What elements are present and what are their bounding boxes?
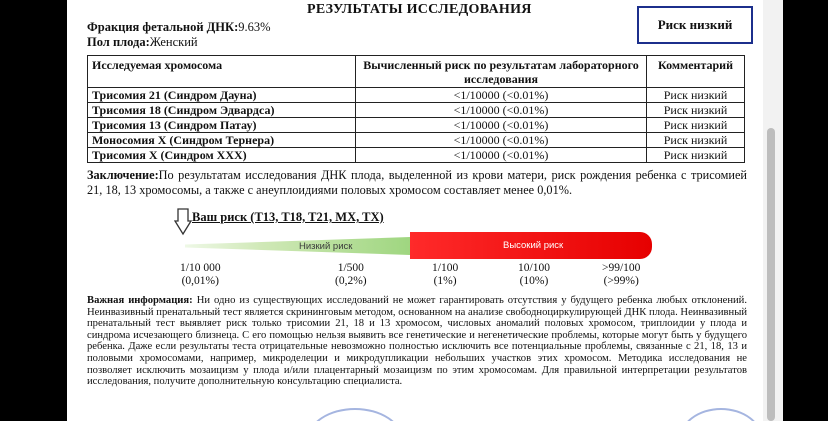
row-risk: <1/10000 (<0.01%) — [356, 103, 647, 118]
risk-scale-title: Ваш риск (T13, T18, T21, MX, TX) — [192, 210, 384, 224]
row-chromosome: Трисомия 21 (Синдром Дауна) — [88, 88, 356, 103]
row-risk: <1/10000 (<0.01%) — [356, 133, 647, 148]
row-chromosome: Трисомия X (Синдром XXX) — [88, 148, 356, 163]
tick-percent: (>99%) — [603, 275, 639, 287]
tick-percent: (1%) — [433, 275, 457, 287]
fetal-dna-label: Фракция фетальной ДНК: — [87, 20, 239, 34]
tick-value: 1/100 — [432, 262, 459, 274]
table-row — [88, 103, 745, 118]
row-comment: Риск низкий — [647, 103, 745, 118]
fetal-sex-value: Женский — [149, 35, 198, 49]
stamp-right — [679, 408, 763, 421]
table-row — [88, 118, 745, 133]
report-title: РЕЗУЛЬТАТЫ ИССЛЕДОВАНИЯ — [307, 2, 532, 17]
low-risk-bar — [185, 237, 410, 255]
tick-value: 1/10 000 — [180, 262, 221, 274]
fetal-sex-label: Пол плода: — [87, 35, 150, 49]
conclusion — [87, 168, 747, 198]
important-text: Ни одно из существующих исследований не может гарантировать отсутствия у будущего ребенка любых отклонений. Неинвазивный пренатальный тест является скрининговым методом, основанном на анализе свободноциркулирующей ДНК плода. Неинвазивный пренатальный тест выявляет риск только трисомии 21, 18 и 13 хромосом, числовых аномалий половых хромосом, триплоидии у плода и синдрома исчезающего близнеца. С его помощью нельзя выявить все генетические и негенетические проблемы, которые могут быть у будущего ребенка. Даже если результаты теста отрицательные невозможно полностью исключить все потенциальные проблемы, связанные с 21, 18, 13 и половыми хромосомами, например, микроделеции и микродупликации небольших участков этих хромосом. Методика исследования не позволяет исключить мозаицизм у плода и/или плацентарный мозаицизм по этим хромосомам. Для правильной интерпретации результатов исследования, получите дополнительную консультацию специалиста. — [87, 295, 747, 388]
row-risk: <1/10000 (<0.01%) — [356, 88, 647, 103]
tick-percent: (10%) — [519, 275, 549, 287]
row-risk: <1/10000 (<0.01%) — [356, 118, 647, 133]
important-label: Важная информация: — [87, 295, 193, 306]
conclusion-text: По результатам исследования ДНК плода, выделенной из крови матери, риск рождения ребенка с трисомией 21, 18, 13 хромосомы, а также с анеуплоидиями половых хромосом составляет менее 0,01%. — [87, 168, 747, 197]
tick-value: >99/100 — [602, 262, 641, 274]
important-info — [87, 295, 747, 388]
scrollbar-thumb[interactable] — [767, 128, 775, 421]
row-comment: Риск низкий — [647, 133, 745, 148]
risk-pointer-icon — [174, 207, 192, 237]
table-header-row — [88, 56, 745, 88]
table-row — [88, 148, 745, 163]
scale-tick — [602, 262, 640, 288]
report-page — [67, 0, 763, 421]
header-risk: Вычисленный риск по результатам лабораторного исследования — [356, 56, 647, 88]
fetal-dna-line — [87, 20, 271, 35]
table-row — [88, 88, 745, 103]
header-comment: Комментарий — [647, 56, 745, 88]
high-risk-label: Высокий риск — [503, 240, 564, 251]
row-comment: Риск низкий — [647, 88, 745, 103]
scale-tick — [180, 262, 221, 288]
row-chromosome: Моносомия X (Синдром Тернера) — [88, 133, 356, 148]
row-risk: <1/10000 (<0.01%) — [356, 148, 647, 163]
row-comment: Риск низкий — [647, 148, 745, 163]
conclusion-label: Заключение: — [87, 168, 159, 182]
fetal-dna-value: 9.63% — [238, 20, 271, 34]
row-chromosome: Трисомия 18 (Синдром Эдвардса) — [88, 103, 356, 118]
row-chromosome: Трисомия 13 (Синдром Патау) — [88, 118, 356, 133]
scale-tick — [518, 262, 550, 288]
tick-percent: (0,01%) — [181, 275, 219, 287]
low-risk-label: Низкий риск — [299, 241, 353, 252]
stamp-left — [307, 408, 403, 421]
scale-tick — [335, 262, 367, 288]
header-chromosome: Исследуемая хромосома — [88, 56, 356, 88]
scale-tick — [432, 262, 458, 288]
results-table — [87, 55, 745, 163]
tick-value: 1/500 — [337, 262, 364, 274]
tick-value: 10/100 — [518, 262, 550, 274]
table-row — [88, 133, 745, 148]
tick-percent: (0,2%) — [335, 275, 367, 287]
row-comment: Риск низкий — [647, 118, 745, 133]
fetal-sex-line — [87, 35, 198, 50]
risk-badge: Риск низкий — [637, 6, 753, 44]
